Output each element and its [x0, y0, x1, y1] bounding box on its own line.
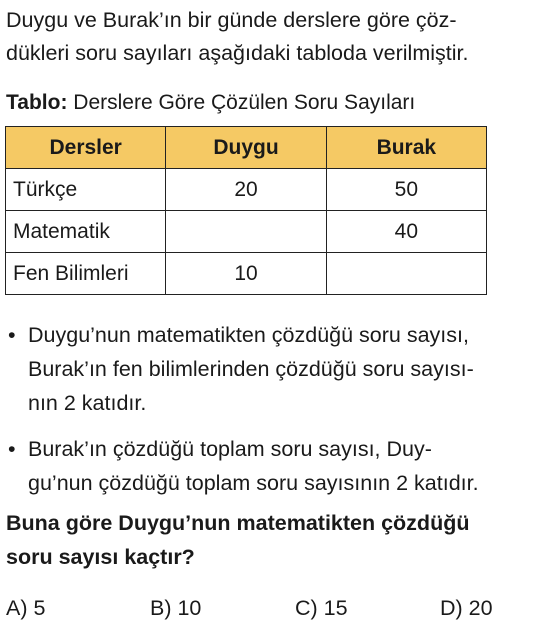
table-header-cell: Duygu — [166, 127, 326, 169]
table-row — [6, 211, 487, 253]
list-item-line: Burak’ın fen bilimlerinden çözdüğü soru sayısı- — [28, 357, 474, 381]
caption-label: Tablo: — [6, 91, 68, 114]
table-cell: 50 — [326, 169, 486, 211]
list-item-line: Duygu’nun matematikten çözdüğü soru sayısı, — [28, 323, 469, 347]
choice-d[interactable]: D) 20 — [440, 596, 493, 620]
caption-text: Derslere Göre Çözülen Soru Sayıları — [67, 91, 416, 114]
list-item-line: gu’nun çözdüğü toplam soru sayısının 2 katıdır. — [28, 471, 479, 495]
table-cell: Matematik — [6, 211, 166, 253]
table-row — [6, 169, 487, 211]
list-item-line: nın 2 katıdır. — [28, 391, 147, 415]
intro-line: Duygu ve Burak’ın bir günde derslere göre çöz- — [6, 8, 457, 32]
table-cell: 10 — [166, 253, 326, 295]
list-item-line: Burak’ın çözdüğü toplam soru sayısı, Duy- — [28, 437, 432, 461]
bullet-icon: • — [8, 323, 16, 347]
question-text — [6, 506, 469, 574]
table-header-cell: Dersler — [6, 127, 166, 169]
table-cell — [166, 211, 326, 253]
table-row — [6, 253, 487, 295]
table-cell: Türkçe — [6, 169, 166, 211]
table-cell: 20 — [166, 169, 326, 211]
table-header-cell: Burak — [326, 127, 486, 169]
choice-a[interactable]: A) 5 — [6, 596, 46, 620]
table-header-row — [6, 127, 487, 169]
list-item — [6, 432, 552, 500]
list-item — [6, 318, 552, 420]
condition-list — [6, 318, 552, 500]
table-caption — [6, 90, 415, 116]
table-cell — [326, 253, 486, 295]
data-table — [5, 126, 487, 295]
table-cell: 40 — [326, 211, 486, 253]
intro-paragraph — [6, 4, 548, 70]
intro-line: dükleri soru sayıları aşağıdaki tabloda verilmiştir. — [6, 41, 469, 65]
bullet-icon: • — [8, 437, 16, 461]
question-line: soru sayısı kaçtır? — [6, 545, 195, 569]
table-cell: Fen Bilimleri — [6, 253, 166, 295]
question-line: Buna göre Duygu’nun matematikten çözdüğü — [6, 511, 470, 535]
choice-c[interactable]: C) 15 — [295, 596, 348, 620]
choice-b[interactable]: B) 10 — [150, 596, 202, 620]
